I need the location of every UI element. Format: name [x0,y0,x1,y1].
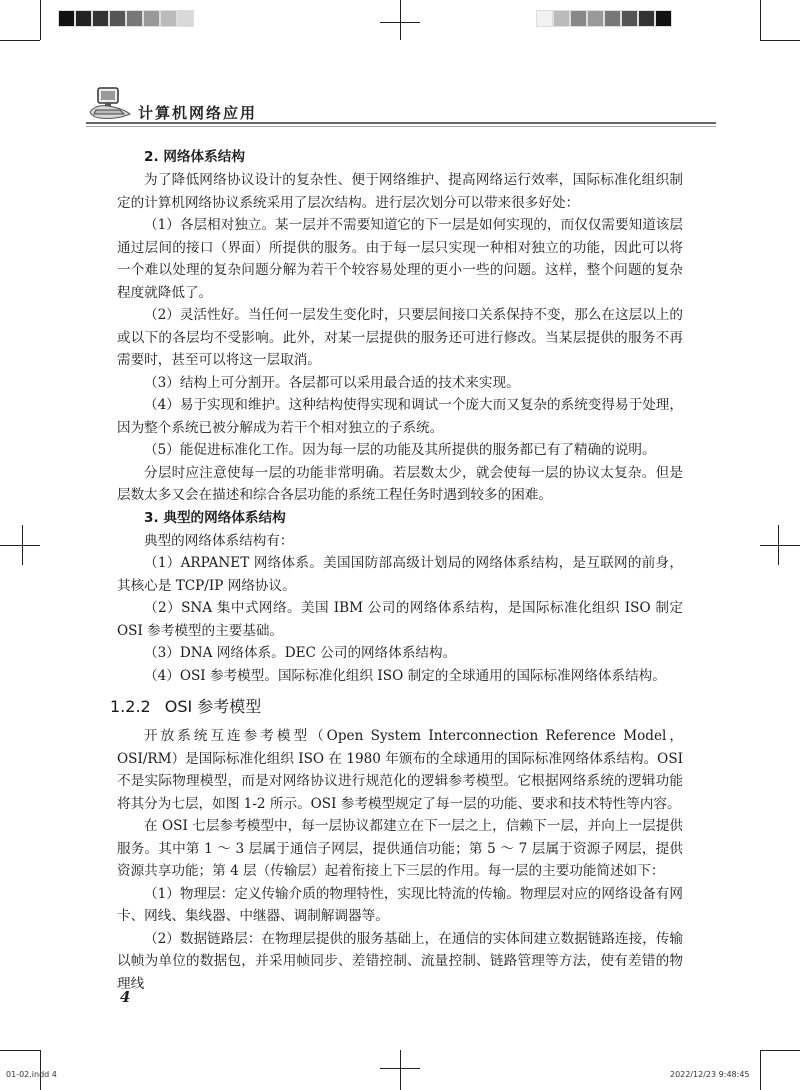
page-number: 4 [120,988,131,1006]
footer-timestamp: 2022/12/23 9:48:45 [670,1070,750,1079]
crop-mark [0,545,40,546]
crop-mark [380,1068,420,1069]
color-swatch [553,10,570,27]
paragraph: （2）SNA 集中式网络。美国 IBM 公司的网络体系结构，是国际标准化组织 ISO 制定 OSI 参考模型的主要基础。 [117,600,683,639]
color-bar-right [536,10,672,27]
paragraph: （3）结构上可分割开。各层都可以采用最合适的技术来实现。 [144,374,520,391]
computer-icon [86,84,132,120]
header-rule [86,126,716,127]
paragraph: 开放系统互连参考模型（Open System Interconnection Reference Model，OSI/RM）是国际标准化组织 ISO 在 1980 年颁布的全球通用的国际标准网络体系结构。OSI 不是实际物理模型，而是对网络协议进行规范化的逻辑参考模型。它根据网络系统的逻辑功能将其分为七层，如图 1-2 所示。OSI 参考模型规定了每一层的功能、要求和技术特性等内容。 [117,728,683,812]
section-number: 1.2.2 [110,697,151,716]
color-swatch [75,10,92,27]
page-body [110,146,683,995]
paragraph: （4）易于实现和维护。这种结构使得实现和调试一个庞大而又复杂的系统变得易于处理，因为整个系统已被分解成为若干个相对独立的子系统。 [117,397,683,436]
paragraph: （1）物理层：定义传输介质的物理特性，实现比特流的传输。物理层对应的网络设备有网卡、网线、集线器、中继器、调制解调器等。 [117,885,683,924]
header-rule [86,122,716,124]
color-swatch [160,10,177,27]
color-swatch [58,10,75,27]
color-swatch [143,10,160,27]
crop-mark [0,40,40,41]
paragraph: （4）OSI 参考模型。国际标准化组织 ISO 制定的全球通用的国际标准网络体系结构。 [144,667,666,684]
paragraph: 分层时应注意使每一层的功能非常明确。若层数太少，就会使每一层的协议太复杂。但是层数太多又会在描述和综合各层功能的系统工程任务时遇到较多的困难。 [117,464,683,503]
color-swatch [536,10,553,27]
crop-mark [40,0,41,40]
color-swatch [621,10,638,27]
color-swatch [587,10,604,27]
color-swatch [570,10,587,27]
color-swatch [177,10,194,27]
subsection-heading: 2. 网络体系结构 [144,149,245,165]
color-swatch [655,10,672,27]
crop-mark [760,40,800,41]
paragraph: （1）ARPANET 网络体系。美国国防部高级计划局的网络体系结构，是互联网的前身，其核心是 TCP/IP 网络协议。 [117,555,683,594]
paragraph: （5）能促进标准化工作。因为每一层的功能及其所提供的服务都已有了精确的说明。 [144,442,656,458]
paragraph: （1）各层相对独立。某一层并不需要知道它的下一层是如何实现的，而仅仅需要知道该层通过层间的接口（界面）所提供的服务。由于每一层只实现一种相对独立的功能，因此可以将一个难以处理的复杂问题分解为若干个较容易处理的更小一些的问题。这样，整个问题的复杂程度就降低了。 [117,217,683,301]
running-header-title: 计算机网络应用 [138,104,258,122]
crop-mark [760,545,800,546]
crop-mark [760,1050,761,1090]
crop-mark [760,0,761,40]
crop-mark [22,525,23,565]
paragraph: （2）灵活性好。当任何一层发生变化时，只要层间接口关系保持不变，那么在这层以上的或以下的各层均不受影响。此外，对某一层提供的服务还可进行修改。当某层提供的服务不再需要时，甚至可以将这一层取消。 [117,307,683,368]
crop-mark [778,525,779,565]
color-swatch [604,10,621,27]
color-swatch [638,10,655,27]
footer-file: 01-02.indd 4 [6,1070,57,1079]
paragraph: 为了降低网络协议设计的复杂性、便于网络维护、提高网络运行效率，国际标准化组织制定的计算机网络协议系统采用了层次结构。进行层次划分可以带来很多好处： [117,172,683,211]
crop-mark [380,22,420,23]
color-bar-left [58,10,194,27]
section-heading [110,695,683,719]
crop-mark [760,1050,800,1051]
color-swatch [92,10,109,27]
subsection-heading: 3. 典型的网络体系结构 [144,509,286,526]
paragraph: 典型的网络体系结构有： [144,532,294,549]
paragraph: （3）DNA 网络体系。DEC 公司的网络体系结构。 [144,645,457,661]
section-title: OSI 参考模型 [164,697,262,716]
paragraph: 在 OSI 七层参考模型中，每一层协议都建立在下一层之上，信赖下一层，并向上一层提供服务。其中第 1 ～ 3 层属于通信子网层，提供通信功能；第 5 ～ 7 层属于资源子网层，提供资源共享功能；第 4 层（传输层）起着衔接上下三层的作用。每一层的主要功能简述如下： [117,818,683,879]
crop-mark [400,0,401,40]
color-swatch [109,10,126,27]
color-swatch [126,10,143,27]
paragraph: （2）数据链路层：在物理层提供的服务基础上，在通信的实体间建立数据链路连接，传输以帧为单位的数据包，并采用帧同步、差错控制、流量控制、链路管理等方法，使有差错的物理线 [117,930,683,992]
crop-mark [400,1050,401,1090]
crop-mark [0,1050,40,1051]
